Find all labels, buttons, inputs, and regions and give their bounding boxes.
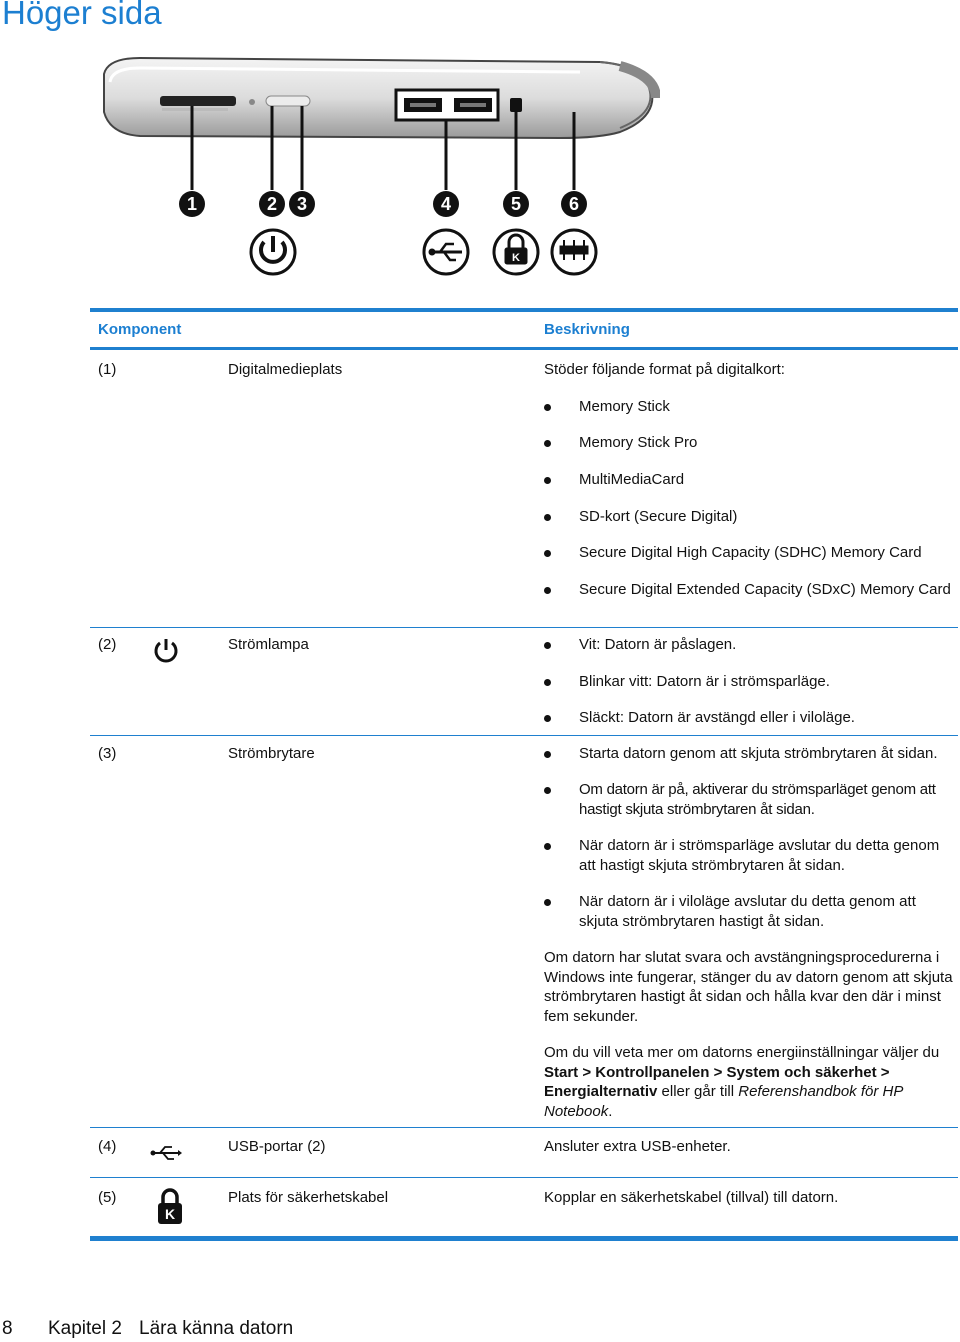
row-3-name: Strömbrytare	[228, 745, 315, 762]
para2-end: .	[608, 1102, 613, 1120]
para2-menu-path: Start > Kontrollpanelen > System och säkerhet > Energialternativ	[544, 1063, 890, 1100]
header-description: Beskrivning	[544, 321, 630, 338]
row-1-name: Digitalmedieplats	[228, 361, 343, 378]
chapter-title: Lära känna datorn	[139, 1318, 294, 1339]
row-3-paragraph-2	[544, 1043, 954, 1121]
row-4-number: (4)	[98, 1138, 117, 1155]
row-2-name: Strömlampa	[228, 636, 309, 653]
power-icon	[251, 230, 295, 274]
power-icon	[152, 637, 180, 665]
usb-icon	[424, 230, 468, 274]
para2-reference: Referenshandbok för HP Notebook	[544, 1083, 903, 1120]
row-5-number: (5)	[98, 1189, 117, 1206]
callout-4-label: 4	[440, 194, 452, 214]
network-icon	[552, 230, 596, 274]
row-divider	[90, 735, 958, 736]
row-5-name: Plats för säkerhetskabel	[228, 1189, 389, 1206]
row-divider	[90, 1127, 958, 1128]
row-divider	[90, 1177, 958, 1178]
callout-5-label: 5	[510, 194, 522, 214]
page-title: Höger sida	[2, 0, 162, 31]
lock-icon	[494, 230, 538, 274]
row-5-description: Kopplar en säkerhetskabel (tillval) till datorn.	[544, 1189, 839, 1206]
para2-mid: eller går till	[661, 1083, 735, 1100]
callout-1-label: 1	[186, 194, 198, 214]
page-number: 8	[2, 1318, 13, 1339]
row-1-description: Stöder följande format på digitalkort:	[544, 361, 785, 378]
row-1-number: (1)	[98, 361, 117, 378]
table-header-rule	[90, 347, 958, 350]
laptop-right-side-figure	[100, 52, 660, 282]
usb-icon	[150, 1144, 182, 1162]
para2-intro: Om du vill veta mer om datorns energiinställningar väljer du	[544, 1044, 940, 1061]
row-4-description: Ansluter extra USB-enheter.	[544, 1138, 731, 1155]
svg-text:K: K	[512, 252, 520, 264]
table-top-rule	[90, 308, 958, 312]
row-3-paragraph-1: Om datorn har slutat svara och avstängningsprocedurerna i Windows inte fungerar, stänger du av datorn genom att skjuta strömbrytaren hastigt åt sidan och hålla kvar den där i minst fem sekunder.	[544, 949, 953, 1025]
callout-3-label: 3	[296, 194, 308, 214]
row-2-number: (2)	[98, 636, 117, 653]
callout-6-label: 6	[568, 194, 580, 214]
header-component: Komponent	[98, 321, 182, 338]
chapter-label: Kapitel 2	[48, 1318, 122, 1339]
svg-text:K: K	[164, 1206, 176, 1222]
card-slot-graphic	[160, 96, 236, 106]
row-3-number: (3)	[98, 745, 117, 762]
table-bottom-rule	[90, 1236, 958, 1241]
row-divider	[90, 627, 958, 628]
callout-2-label: 2	[266, 194, 278, 214]
lock-icon	[156, 1188, 184, 1226]
row-4-name: USB-portar (2)	[228, 1138, 326, 1155]
